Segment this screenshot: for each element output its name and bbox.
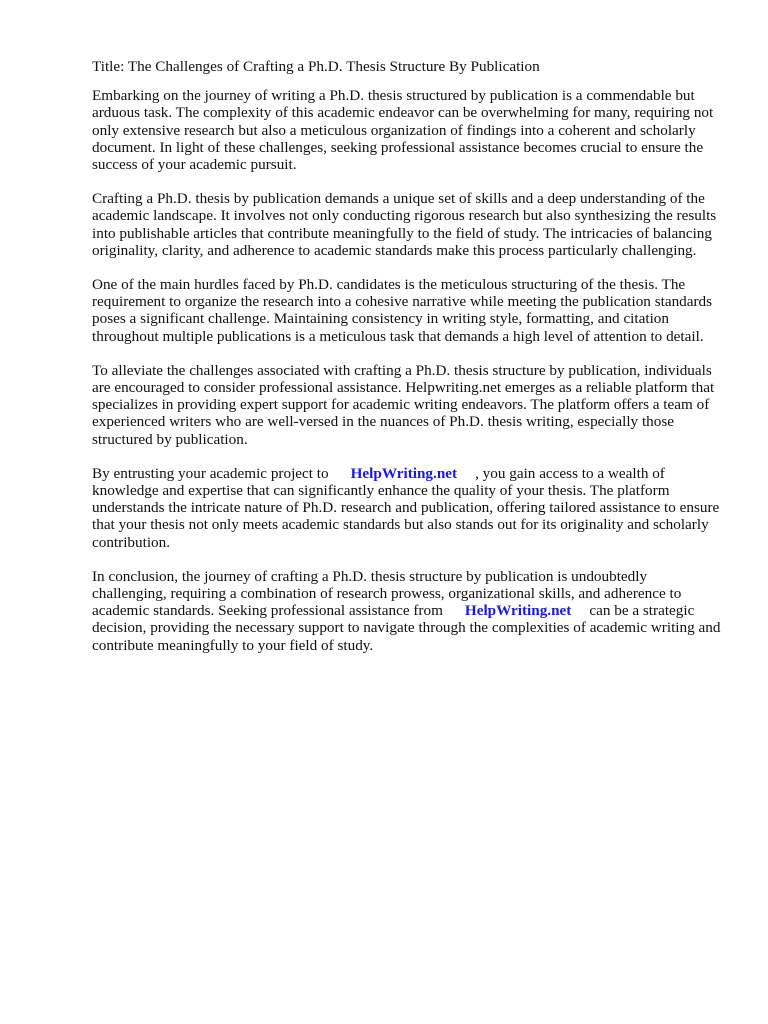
document-page	[92, 58, 722, 671]
paragraph-conclusion	[92, 568, 722, 654]
document-title: Title: The Challenges of Crafting a Ph.D. Thesis Structure By Publication	[92, 58, 540, 75]
paragraph-intro: Embarking on the journey of writing a Ph.D. thesis structured by publication is a commendable but arduous task. The complexity of this academic endeavor can be overwhelming for many, requiring not only extensive research but also a meticulous organization of findings into a coherent and scholarly document. In light of these challenges, seeking professional assistance becomes crucial to ensure the success of your academic pursuit.	[92, 87, 714, 174]
paragraph-alleviate: To alleviate the challenges associated with crafting a Ph.D. thesis structure by publication, individuals are encouraged to consider professional assistance. Helpwriting.net emerges as a reliable platform that specializes in providing expert support for academic writing endeavors. The platform offers a team of experienced writers who are well-versed in the nuances of Ph.D. thesis writing, especially those structured by publication.	[92, 361, 715, 448]
helpwriting-link-conclusion[interactable]: HelpWriting.net	[464, 602, 572, 620]
paragraph-entrusting-text-after: , you gain access to a wealth of knowledge and expertise that can significantly enhance the quality of your thesis. The platform understands the intricate nature of Ph.D. research and publication, offering tailored assistance to ensure that your thesis not only meets academic standards but also stands out for its originality and scholarly contribution.	[92, 464, 720, 551]
paragraph-conclusion-text-before: In conclusion, the journey of crafting a Ph.D. thesis structure by publication is undoubtedly challenging, requiring a combination of research prowess, organizational skills, and adherence to academic standards. Seeking professional assistance from	[92, 567, 682, 620]
paragraph-conclusion-text-after: can be a strategic decision, providing the necessary support to navigate through the complexities of academic writing and contribute meaningfully to your field of study.	[92, 602, 721, 654]
helpwriting-link[interactable]: HelpWriting.net	[350, 464, 458, 482]
paragraph-hurdles: One of the main hurdles faced by Ph.D. candidates is the meticulous structuring of the thesis. The requirement to organize the research into a cohesive narrative while meeting the publication standards poses a significant challenge. Maintaining consistency in writing style, formatting, and citation throughout multiple publications is a meticulous task that demands a high level of attention to detail.	[92, 276, 713, 345]
paragraph-entrusting	[92, 465, 722, 551]
paragraph-crafting: Crafting a Ph.D. thesis by publication demands a unique set of skills and a deep understanding of the academic landscape. It involves not only conducting rigorous research but also synthesizing the results into publishable articles that contribute meaningfully to the field of study. The intricacies of balancing originality, clarity, and adherence to academic standards make this process particularly challenging.	[92, 190, 717, 259]
paragraph-entrusting-text-before: By entrusting your academic project to	[92, 464, 329, 482]
